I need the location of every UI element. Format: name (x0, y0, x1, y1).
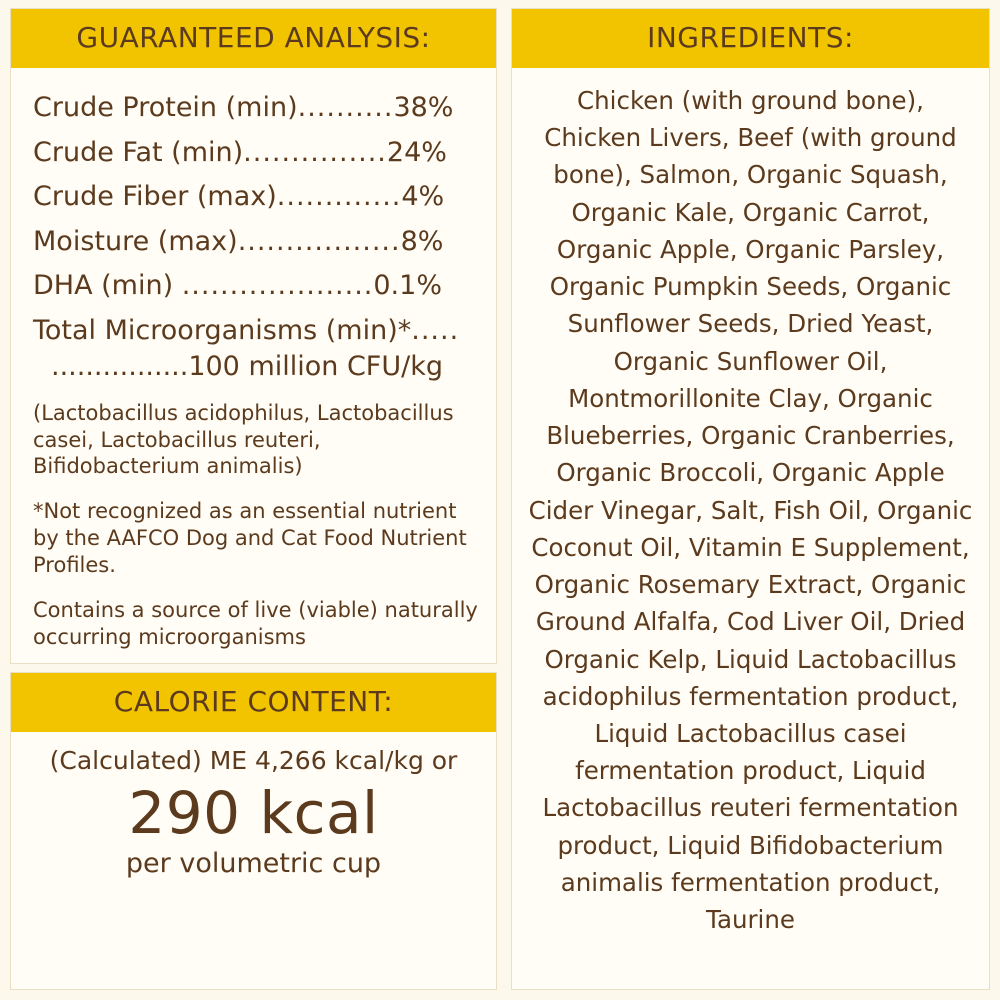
guaranteed-analysis-body (11, 68, 496, 663)
ga-row-value: 0.1% (373, 270, 442, 302)
ga-row-dots: ................. (237, 225, 401, 257)
ga-row (33, 309, 480, 354)
ingredients-text: Chicken (with ground bone), Chicken Livers, Beef (with ground bone), Salmon, Organic Squash, Organic Kale, Organic Carrot, Organic Apple, Organic Parsley, Organic Pumpkin Seeds, Organic Sunflower Seeds, Dried Yeast, Organic Sunflower Oil, Montmorillonite Clay, Organic Blueberries, Organic Cranberries, Organic Broccoli, Organic Apple Cider Vinegar, Salt, Fish Oil, Organic Coconut Oil, Vitamin E Supplement, Organic Rosemary Extract, Organic Ground Alfalfa, Cod Liver Oil, Dried Organic Kelp, Liquid Lactobacillus acidophilus fermentation product, Liquid Lactobacillus casei fermentation product, Liquid Lactobacillus reuteri fermentation product, Liquid Bifidobacterium animalis fermentation product, Taurine (528, 86, 973, 935)
ga-continuation: ................100 million CFU/kg (51, 351, 443, 383)
calorie-content-header: CALORIE CONTENT: (11, 673, 496, 732)
ga-organisms-note: (Lactobacillus acidophilus, Lactobacillus casei, Lactobacillus reuteri, Bifidobacterium animalis) (33, 400, 454, 479)
ga-asterisk-note: *Not recognized as an essential nutrient by the AAFCO Dog and Cat Food Nutrient Profiles. (33, 499, 467, 578)
ga-row-label: Crude Protein (min) (33, 92, 298, 123)
ga-row-label: Crude Fiber (max) (33, 181, 277, 213)
ga-row-value: 24% (386, 136, 447, 168)
calorie-calculated-line: (Calculated) ME 4,266 kcal/kg or (49, 745, 458, 775)
ingredients-panel (511, 8, 990, 990)
ga-row-dots: ............... (243, 136, 387, 168)
calorie-unit-line: per volumetric cup (125, 848, 382, 880)
left-column (10, 8, 497, 990)
ga-row-label: DHA (min) (33, 270, 182, 302)
ga-row (33, 175, 480, 220)
ga-row-dots: .......... (297, 92, 394, 123)
ga-live-note: Contains a source of live (viable) naturally occurring microorganisms (33, 597, 478, 649)
ga-row (33, 86, 480, 131)
ga-row-dots: ..... (411, 314, 460, 346)
ga-row-label: Moisture (max) (33, 225, 238, 257)
ga-row (33, 220, 480, 265)
guaranteed-analysis-panel (10, 8, 497, 664)
ga-row (33, 131, 480, 176)
guaranteed-analysis-header: GUARANTEED ANALYSIS: (11, 9, 496, 68)
ga-row-dots: .................... (181, 270, 374, 302)
calorie-content-panel (10, 672, 497, 990)
ga-row (33, 264, 480, 309)
ga-row-label: Total Microorganisms (min)* (33, 314, 412, 346)
ga-row-value: 8% (400, 225, 444, 257)
calorie-value: 290 kcal (128, 778, 379, 847)
ga-row-label: Crude Fat (min) (33, 136, 244, 168)
ga-row-dots: ............. (276, 181, 402, 213)
calorie-content-body (11, 732, 496, 891)
ga-row-value: 38% (393, 92, 454, 123)
ga-row-value: 4% (401, 181, 445, 213)
ingredients-header: INGREDIENTS: (512, 9, 989, 68)
